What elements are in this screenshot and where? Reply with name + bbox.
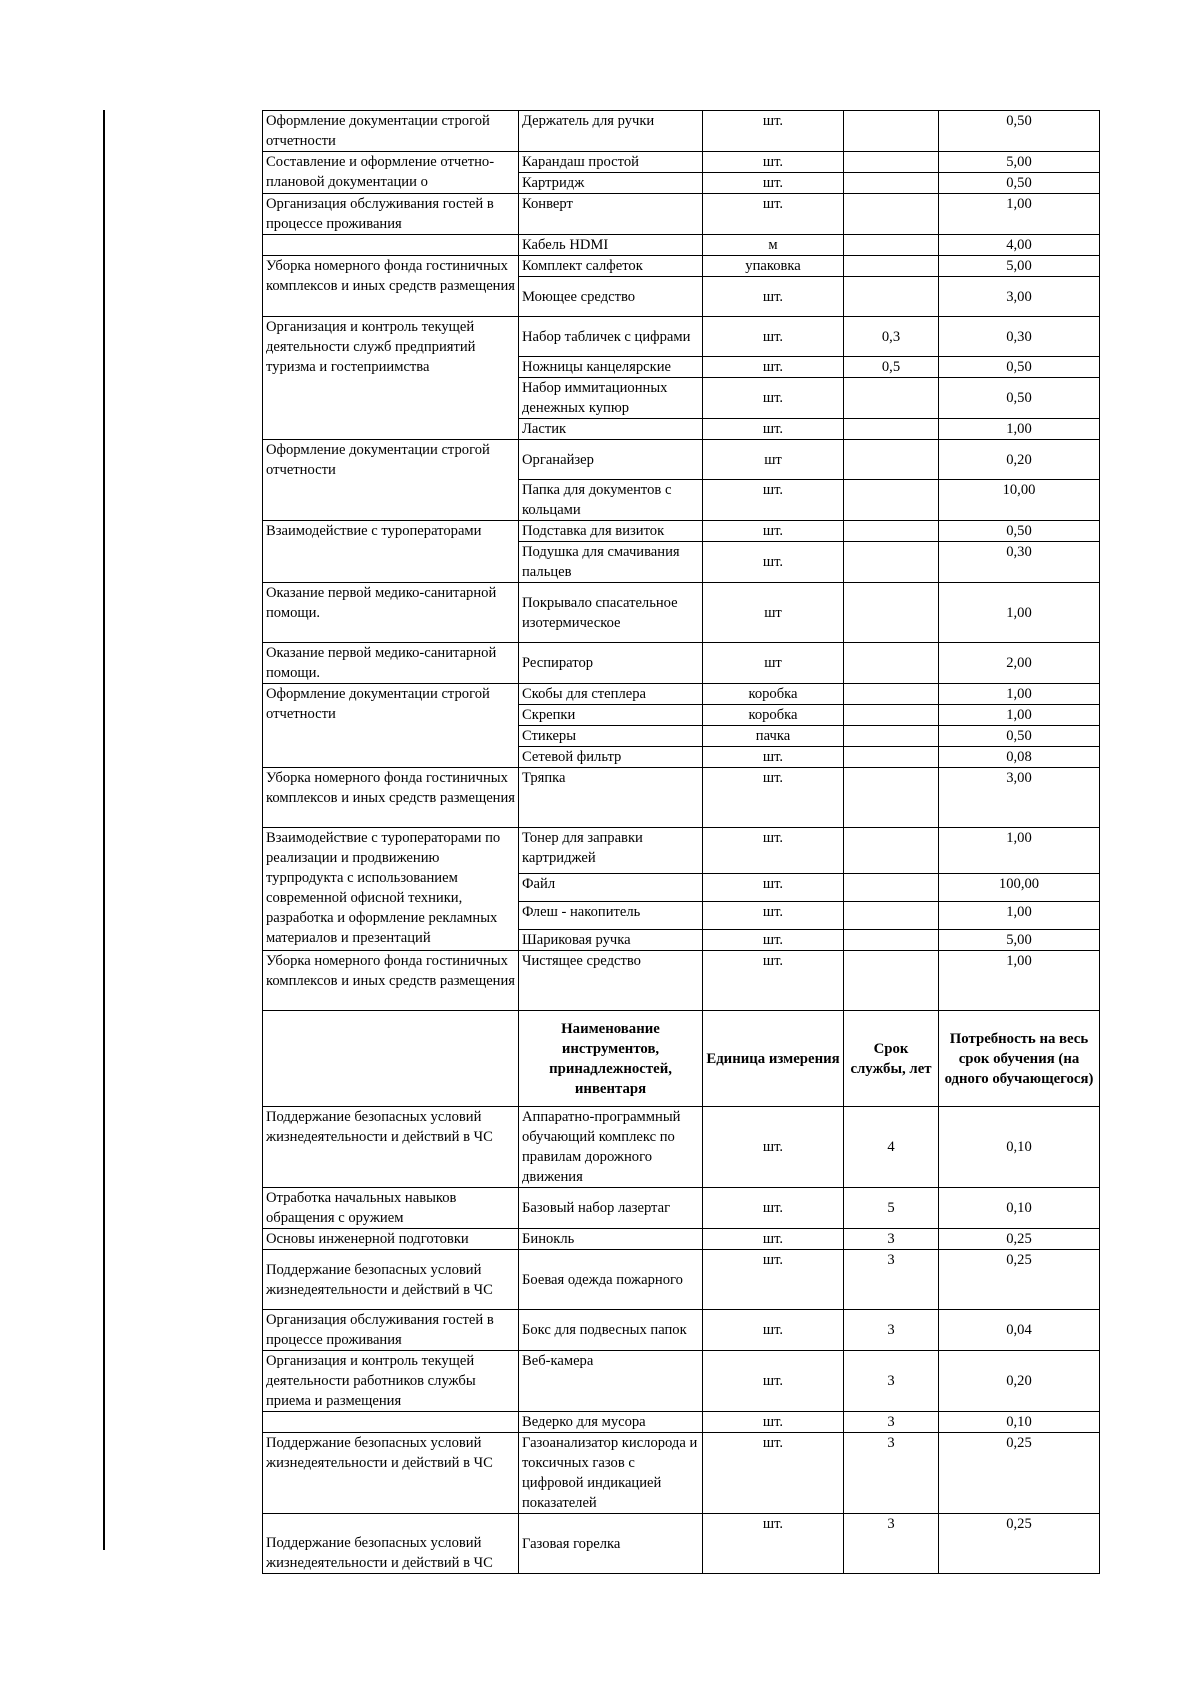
quantity-cell: 0,50 [939, 378, 1100, 419]
table-row [263, 235, 1100, 256]
item-name-cell: Аппаратно-программный обучающий комплекс по правилам дорожного движения [519, 1107, 703, 1188]
quantity-cell: 0,08 [939, 747, 1100, 768]
activity-cell: Поддержание безопасных условий жизнедеятельности и действий в ЧС [263, 1107, 519, 1188]
activity-cell: Отработка начальных навыков обращения с оружием [263, 1188, 519, 1229]
quantity-cell: 1,00 [939, 951, 1100, 1011]
service-life-cell: 5 [844, 1188, 939, 1229]
table-row [263, 1188, 1100, 1229]
unit-cell: шт. [703, 194, 844, 235]
service-life-cell [844, 194, 939, 235]
quantity-cell: 5,00 [939, 930, 1100, 951]
activity-cell: Основы инженерной подготовки [263, 1229, 519, 1250]
item-name-cell: Набор табличек с цифрами [519, 317, 703, 357]
activity-cell: Оказание первой медико-санитарной помощи. [263, 643, 519, 684]
item-name-cell: Комплект салфеток [519, 256, 703, 277]
unit-cell: шт. [703, 874, 844, 902]
service-life-cell: 3 [844, 1412, 939, 1433]
service-life-cell: 0,5 [844, 357, 939, 378]
activity-cell: Уборка номерного фонда гостиничных комплексов и иных средств размещения [263, 768, 519, 828]
activity-cell [263, 235, 519, 256]
quantity-cell: 0,30 [939, 542, 1100, 583]
equipment-table [262, 110, 1100, 1574]
service-life-cell [844, 583, 939, 643]
unit-cell: шт. [703, 768, 844, 828]
service-life-cell: 3 [844, 1351, 939, 1412]
activity-cell: Оформление документации строгой отчетности [263, 111, 519, 152]
unit-cell: шт. [703, 1412, 844, 1433]
unit-cell: шт. [703, 480, 844, 521]
item-name-cell: Тряпка [519, 768, 703, 828]
table-row [263, 1107, 1100, 1188]
activity-cell: Взаимодействие с туроператорами [263, 521, 519, 583]
service-life-cell [844, 768, 939, 828]
unit-cell: шт. [703, 542, 844, 583]
item-name-cell: Карандаш простой [519, 152, 703, 173]
unit-cell: упаковка [703, 256, 844, 277]
service-life-cell [844, 684, 939, 705]
item-name-cell: Конверт [519, 194, 703, 235]
item-name-cell: Подставка для визиток [519, 521, 703, 542]
service-life-cell [844, 521, 939, 542]
quantity-cell: 0,10 [939, 1188, 1100, 1229]
quantity-cell: 1,00 [939, 684, 1100, 705]
quantity-cell: 0,50 [939, 173, 1100, 194]
quantity-cell: 1,00 [939, 705, 1100, 726]
service-life-cell: 3 [844, 1310, 939, 1351]
unit-cell: шт. [703, 1250, 844, 1310]
item-name-cell: Ведерко для мусора [519, 1412, 703, 1433]
quantity-cell: 1,00 [939, 194, 1100, 235]
service-life-cell [844, 705, 939, 726]
unit-cell: шт. [703, 930, 844, 951]
header-service-life: Срок службы, лет [844, 1011, 939, 1107]
activity-cell: Оказание первой медико-санитарной помощи. [263, 583, 519, 643]
item-name-cell: Ножницы канцелярские [519, 357, 703, 378]
activity-cell: Организация и контроль текущей деятельности служб предприятий туризма и гостеприимства [263, 317, 519, 440]
table-row [263, 256, 1100, 277]
item-name-cell: Веб-камера [519, 1351, 703, 1412]
activity-cell: Оформление документации строгой отчетности [263, 684, 519, 768]
unit-cell: шт [703, 440, 844, 480]
quantity-cell: 0,25 [939, 1229, 1100, 1250]
item-name-cell: Ластик [519, 419, 703, 440]
unit-cell: м [703, 235, 844, 256]
activity-cell: Уборка номерного фонда гостиничных комплексов и иных средств размещения [263, 951, 519, 1011]
service-life-cell [844, 747, 939, 768]
table-row [263, 194, 1100, 235]
item-name-cell: Файл [519, 874, 703, 902]
service-life-cell [844, 111, 939, 152]
unit-cell: шт. [703, 419, 844, 440]
service-life-cell [844, 173, 939, 194]
activity-cell: Поддержание безопасных условий жизнедеятельности и действий в ЧС [263, 1250, 519, 1310]
item-name-cell: Бокс для подвесных папок [519, 1310, 703, 1351]
quantity-cell: 2,00 [939, 643, 1100, 684]
quantity-cell: 0,50 [939, 726, 1100, 747]
quantity-cell: 0,25 [939, 1514, 1100, 1574]
item-name-cell: Чистящее средство [519, 951, 703, 1011]
unit-cell: шт. [703, 747, 844, 768]
unit-cell: шт. [703, 1229, 844, 1250]
unit-cell: шт [703, 583, 844, 643]
item-name-cell: Набор иммитационных денежных купюр [519, 378, 703, 419]
item-name-cell: Шариковая ручка [519, 930, 703, 951]
quantity-cell: 5,00 [939, 256, 1100, 277]
unit-cell: шт. [703, 378, 844, 419]
service-life-cell: 3 [844, 1229, 939, 1250]
unit-cell: коробка [703, 705, 844, 726]
quantity-cell: 3,00 [939, 277, 1100, 317]
item-name-cell: Моющее средство [519, 277, 703, 317]
service-life-cell [844, 951, 939, 1011]
table-row [263, 1229, 1100, 1250]
unit-cell: шт. [703, 902, 844, 930]
quantity-cell: 0,50 [939, 111, 1100, 152]
unit-cell: шт. [703, 1107, 844, 1188]
unit-cell: шт. [703, 277, 844, 317]
item-name-cell: Картридж [519, 173, 703, 194]
service-life-cell [844, 235, 939, 256]
service-life-cell: 0,3 [844, 317, 939, 357]
header-quantity: Потребность на весь срок обучения (на одного обучающегося) [939, 1011, 1100, 1107]
table-row [263, 1351, 1100, 1412]
table-row [263, 1310, 1100, 1351]
table-row [263, 583, 1100, 643]
activity-cell [263, 1412, 519, 1433]
table-row [263, 828, 1100, 874]
header-unit: Единица измерения [703, 1011, 844, 1107]
activity-cell: Поддержание безопасных условий жизнедеятельности и действий в ЧС [263, 1433, 519, 1514]
table-row [263, 521, 1100, 542]
table-row [263, 643, 1100, 684]
item-name-cell: Покрывало спасательное изотермическое [519, 583, 703, 643]
quantity-cell: 1,00 [939, 828, 1100, 874]
table-row [263, 951, 1100, 1011]
activity-cell: Организация обслуживания гостей в процессе проживания [263, 194, 519, 235]
service-life-cell: 3 [844, 1433, 939, 1514]
quantity-cell: 1,00 [939, 583, 1100, 643]
activity-cell: Оформление документации строгой отчетности [263, 440, 519, 521]
table-row [263, 768, 1100, 828]
unit-cell: шт. [703, 152, 844, 173]
service-life-cell [844, 930, 939, 951]
item-name-cell: Стикеры [519, 726, 703, 747]
quantity-cell: 1,00 [939, 902, 1100, 930]
quantity-cell: 4,00 [939, 235, 1100, 256]
quantity-cell: 0,20 [939, 1351, 1100, 1412]
activity-cell: Взаимодействие с туроператорами по реализации и продвижению турпродукта с использованием современной офисной техники, разработка и оформление рекламных материалов и презентаций [263, 828, 519, 951]
unit-cell: шт. [703, 1514, 844, 1574]
table-row [263, 317, 1100, 357]
activity-cell: Уборка номерного фонда гостиничных комплексов и иных средств размещения [263, 256, 519, 317]
unit-cell: шт. [703, 317, 844, 357]
activity-cell: Организация и контроль текущей деятельности работников службы приема и размещения [263, 1351, 519, 1412]
service-life-cell [844, 542, 939, 583]
service-life-cell: 3 [844, 1250, 939, 1310]
quantity-cell: 0,25 [939, 1250, 1100, 1310]
item-name-cell: Газоанализатор кислорода и токсичных газов с цифровой индикацией показателей [519, 1433, 703, 1514]
item-name-cell: Респиратор [519, 643, 703, 684]
quantity-cell: 0,04 [939, 1310, 1100, 1351]
unit-cell: шт. [703, 173, 844, 194]
unit-cell: шт. [703, 951, 844, 1011]
item-name-cell: Кабель HDMI [519, 235, 703, 256]
table-row [263, 152, 1100, 173]
table-row [263, 1433, 1100, 1514]
table-row [263, 440, 1100, 480]
unit-cell: пачка [703, 726, 844, 747]
activity-cell: Поддержание безопасных условий жизнедеятельности и действий в ЧС [263, 1514, 519, 1574]
quantity-cell: 0,30 [939, 317, 1100, 357]
header-activity [263, 1011, 519, 1107]
unit-cell: шт. [703, 1433, 844, 1514]
unit-cell: шт. [703, 1310, 844, 1351]
service-life-cell [844, 902, 939, 930]
item-name-cell: Подушка для смачивания пальцев [519, 542, 703, 583]
service-life-cell [844, 440, 939, 480]
item-name-cell: Держатель для ручки [519, 111, 703, 152]
quantity-cell: 5,00 [939, 152, 1100, 173]
table-row [263, 1250, 1100, 1310]
table-row [263, 1514, 1100, 1574]
activity-cell: Организация обслуживания гостей в процессе проживания [263, 1310, 519, 1351]
item-name-cell: Скобы для степлера [519, 684, 703, 705]
quantity-cell: 0,10 [939, 1412, 1100, 1433]
service-life-cell [844, 828, 939, 874]
unit-cell: шт [703, 643, 844, 684]
service-life-cell [844, 277, 939, 317]
quantity-cell: 10,00 [939, 480, 1100, 521]
table-row [263, 1412, 1100, 1433]
item-name-cell: Базовый набор лазертаг [519, 1188, 703, 1229]
quantity-cell: 0,20 [939, 440, 1100, 480]
header-item-name: Наименование инструментов, принадлежностей, инвентаря [519, 1011, 703, 1107]
service-life-cell: 3 [844, 1514, 939, 1574]
quantity-cell: 100,00 [939, 874, 1100, 902]
service-life-cell [844, 419, 939, 440]
quantity-cell: 0,25 [939, 1433, 1100, 1514]
table-row [263, 684, 1100, 705]
service-life-cell [844, 152, 939, 173]
service-life-cell [844, 480, 939, 521]
service-life-cell [844, 256, 939, 277]
service-life-cell [844, 874, 939, 902]
table-row [263, 111, 1100, 152]
item-name-cell: Газовая горелка [519, 1514, 703, 1574]
unit-cell: шт. [703, 111, 844, 152]
service-life-cell: 4 [844, 1107, 939, 1188]
item-name-cell: Тонер для заправки картриджей [519, 828, 703, 874]
service-life-cell [844, 378, 939, 419]
quantity-cell: 0,50 [939, 357, 1100, 378]
table-header-row [263, 1011, 1100, 1107]
item-name-cell: Скрепки [519, 705, 703, 726]
unit-cell: шт. [703, 357, 844, 378]
unit-cell: шт. [703, 1351, 844, 1412]
quantity-cell: 3,00 [939, 768, 1100, 828]
unit-cell: шт. [703, 828, 844, 874]
quantity-cell: 0,10 [939, 1107, 1100, 1188]
unit-cell: шт. [703, 1188, 844, 1229]
item-name-cell: Папка для документов с кольцами [519, 480, 703, 521]
left-margin-line [103, 110, 105, 1550]
activity-cell: Составление и оформление отчетно-плановой документации о [263, 152, 519, 194]
service-life-cell [844, 643, 939, 684]
item-name-cell: Органайзер [519, 440, 703, 480]
item-name-cell: Боевая одежда пожарного [519, 1250, 703, 1310]
unit-cell: коробка [703, 684, 844, 705]
item-name-cell: Флеш - накопитель [519, 902, 703, 930]
item-name-cell: Сетевой фильтр [519, 747, 703, 768]
quantity-cell: 1,00 [939, 419, 1100, 440]
unit-cell: шт. [703, 521, 844, 542]
quantity-cell: 0,50 [939, 521, 1100, 542]
item-name-cell: Бинокль [519, 1229, 703, 1250]
service-life-cell [844, 726, 939, 747]
